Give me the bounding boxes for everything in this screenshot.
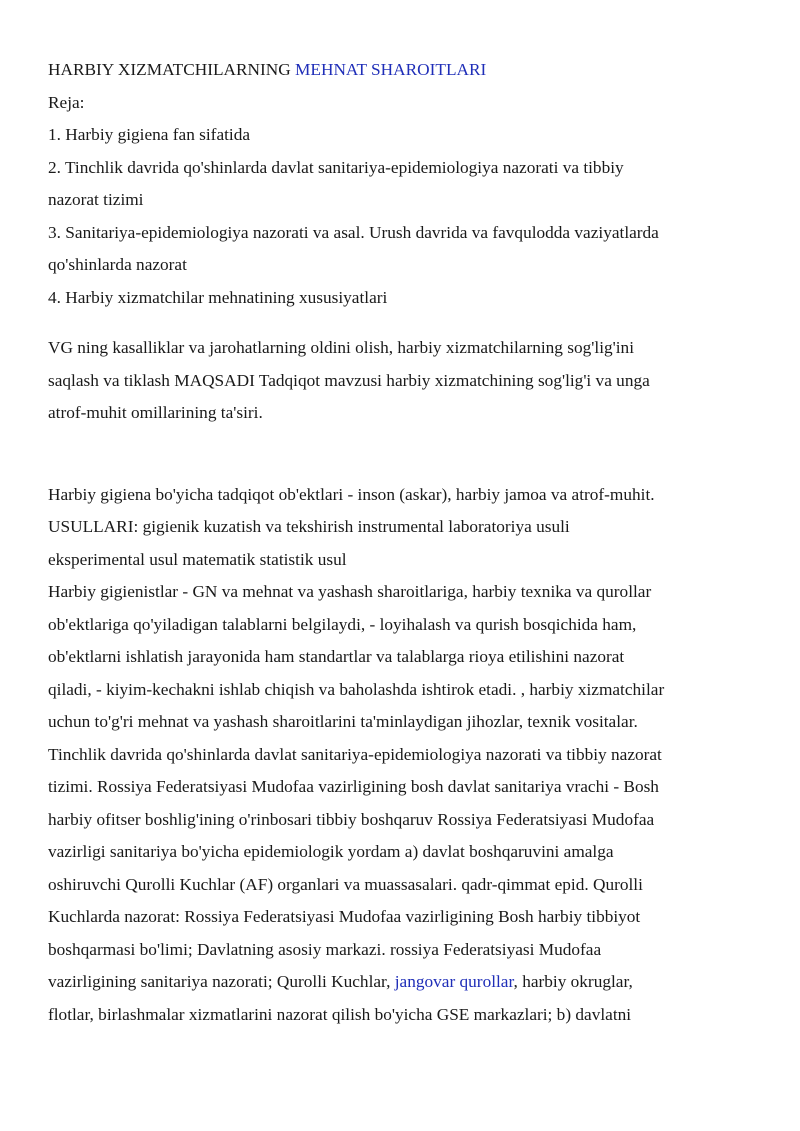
body-paragraph	[48, 479, 748, 1032]
text-line: tizimi. Rossiya Federatsiyasi Mudofaa vazirligining bosh davlat sanitariya vrachi - Bosh	[48, 777, 659, 796]
text-line: boshqarmasi bo'limi; Davlatning asosiy markazi. rossiya Federatsiyasi Mudofaa	[48, 939, 602, 959]
plan-item: 4. Harbiy xizmatchilar mehnatining xususiyatlari	[48, 287, 388, 307]
text-line: uchun to'g'ri mehnat va yashash sharoitlarini ta'minlaydigan jihozlar, texnik vositalar.	[48, 712, 638, 731]
text-segment: vazirligining sanitariya nazorati; Qurolli Kuchlar,	[48, 972, 395, 991]
text-line: Tinchlik davrida qo'shinlarda davlat sanitariya-epidemiologiya nazorati va tibbiy nazorat	[48, 744, 662, 764]
plan-heading: Reja:	[48, 92, 85, 112]
text-segment: , harbiy okruglar,	[513, 972, 633, 991]
plan-list	[48, 119, 748, 314]
plan-item: nazorat tizimi	[48, 190, 144, 209]
text-line: VG ning kasalliklar va jarohatlarning oldini olish, harbiy xizmatchilarning sog'lig'ini	[48, 338, 634, 357]
text-line: ob'ektlarni ishlatish jarayonida ham standartlar va talablarga rioya etilishini nazorat	[48, 647, 625, 666]
plan-item: 1. Harbiy gigiena fan sifatida	[48, 125, 251, 144]
document-page	[48, 54, 748, 1031]
title-link[interactable]: MEHNAT SHAROITLARI	[295, 60, 487, 79]
plan-item: 2. Tinchlik davrida qo'shinlarda davlat sanitariya-epidemiologiya nazorati va tibbiy	[48, 157, 624, 177]
text-line: USULLARI: gigienik kuzatish va tekshirish instrumental laboratoriya usuli	[48, 517, 570, 536]
document-title	[48, 54, 748, 87]
jangovar-qurollar-link[interactable]: jangovar qurollar	[394, 972, 514, 991]
intro-paragraph	[48, 332, 748, 430]
title-text: HARBIY XIZMATCHILARNING	[48, 60, 296, 79]
text-line: vazirligi sanitariya bo'yicha epidemiologik yordam a) davlat boshqaruvini amalga	[48, 842, 614, 861]
text-line: qiladi, - kiyim-kechakni ishlab chiqish va baholashda ishtirok etadi. , harbiy xizmatchilar	[48, 679, 665, 699]
spacer	[48, 314, 748, 332]
text-line: atrof-muhit omillarining ta'siri.	[48, 403, 263, 422]
plan-item: 3. Sanitariya-epidemiologiya nazorati va asal. Urush davrida va favqulodda vaziyatlarda	[48, 222, 659, 242]
text-line: flotlar, birlashmalar xizmatlarini nazorat qilish bo'yicha GSE markazlari; b) davlatni	[48, 1004, 632, 1024]
text-line: Harbiy gigienistlar - GN va mehnat va yashash sharoitlariga, harbiy texnika va qurollar	[48, 582, 652, 601]
text-line: oshiruvchi Qurolli Kuchlar (AF) organlari va muassasalari. qadr-qimmat epid. Qurolli	[48, 874, 643, 894]
text-line-with-link	[48, 966, 748, 999]
text-line: saqlash va tiklash MAQSADI Tadqiqot mavzusi harbiy xizmatchining sog'lig'i va unga	[48, 370, 650, 390]
plan-item: qo'shinlarda nazorat	[48, 255, 187, 274]
text-line: Harbiy gigiena bo'yicha tadqiqot ob'ektlari - inson (askar), harbiy jamoa va atrof-muhit.	[48, 484, 655, 504]
text-line: harbiy ofitser boshlig'ining o'rinbosari tibbiy boshqaruv Rossiya Federatsiyasi Mudofaa	[48, 809, 655, 829]
text-line: ob'ektlariga qo'yiladigan talablarni belgilaydi, - loyihalash va qurish bosqichida ham,	[48, 614, 637, 634]
text-line: Kuchlarda nazorat: Rossiya Federatsiyasi Mudofaa vazirligining Bosh harbiy tibbiyot	[48, 907, 641, 926]
text-line: eksperimental usul matematik statistik usul	[48, 549, 347, 569]
spacer	[48, 430, 748, 479]
